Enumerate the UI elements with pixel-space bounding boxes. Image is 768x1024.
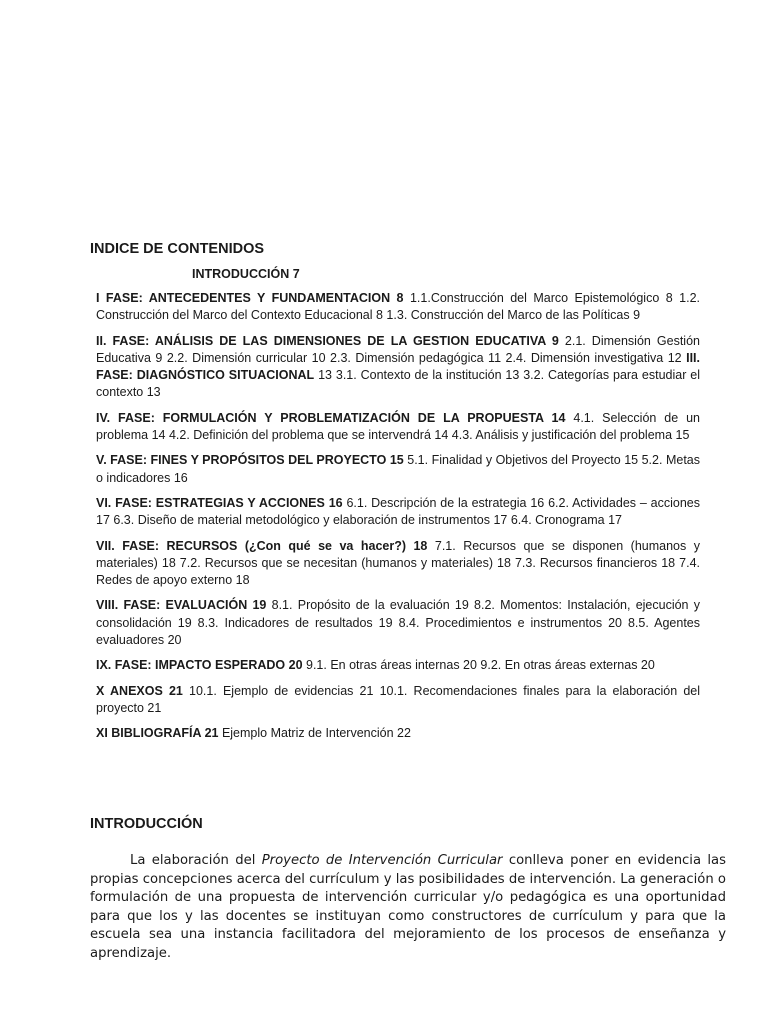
toc-title: INDICE DE CONTENIDOS — [90, 241, 265, 257]
introduction-heading: INTRODUCCIÓN — [90, 816, 203, 832]
toc-entry-heading: II. FASE: ANÁLISIS DE LAS DIMENSIONES DE LA GESTION EDUCATIVA 9 — [96, 333, 559, 348]
toc-entries — [96, 290, 700, 751]
toc-entry-body: 8.1. Propósito de la evaluación 19 8.2. Momentos: Instalación, ejecución y consolidación 19 8.3. Indicadores de resultados 19 8.4. Procedimientos e instrumentos 20 8.5. Agentes evaluadores 20 — [96, 598, 700, 648]
toc-entry-heading: X ANEXOS 21 — [96, 683, 183, 698]
toc-entry-heading: XI BIBLIOGRAFÍA 21 — [96, 726, 219, 741]
toc-entry-body: Ejemplo Matriz de Intervención 22 — [218, 726, 411, 741]
toc-entry-heading: VII. FASE: RECURSOS (¿Con qué se va hacer?) 18 — [96, 538, 428, 553]
toc-entry-heading: I FASE: ANTECEDENTES Y FUNDAMENTACION 8 — [96, 291, 404, 305]
intro-text-italic: Proyecto de Intervención Curricular — [261, 853, 503, 868]
toc-entry-heading: IV. FASE: FORMULACIÓN Y PROBLEMATIZACIÓN DE LA PROPUESTA 14 — [96, 410, 566, 425]
toc-entry-fase-8 — [96, 597, 700, 649]
introduction-paragraph — [90, 852, 726, 964]
toc-entry-fase-7 — [96, 538, 700, 590]
toc-entry-heading: V. FASE: FINES Y PROPÓSITOS DEL PROYECTO 15 — [96, 453, 404, 468]
toc-entry-bibliografia — [96, 725, 700, 742]
toc-entry-body: 5.1. Finalidad y Objetivos del Proyecto 15 5.2. Metas o indicadores 16 — [96, 453, 700, 485]
toc-entry-body: 7.1. Recursos que se disponen (humanos y materiales) 18 7.2. Recursos que se necesitan (humanos y materiales) 18 7.3. Recursos financieros 18 7.4. Redes de apoyo externo 18 — [96, 538, 700, 588]
toc-entry-introduccion: INTRODUCCIÓN 7 — [192, 267, 300, 281]
toc-entry-body-fase-3: 13 3.1. Contexto de la institución 13 3.2. Categorías para estudiar el contexto 13 — [96, 368, 700, 400]
toc-entry-heading-fase-3: III. FASE: DIAGNÓSTICO SITUACIONAL — [96, 350, 700, 383]
toc-entry-heading: VIII. FASE: EVALUACIÓN 19 — [96, 598, 267, 613]
intro-text-rest: conlleva poner en evidencia las propias concepciones acerca del currículum y las posibilidades de intervención. La generación o formulación de una propuesta de intervención curricular y/o pedagógica es una oportunidad para que los y las docentes se instituyan como constructores de currículum y para que la escuela sea una instancia facilitadora del mejoramiento de los procesos de enseñanza y aprendizaje. — [90, 853, 726, 961]
toc-entry-heading: VI. FASE: ESTRATEGIAS Y ACCIONES 16 — [96, 495, 343, 510]
toc-entry-body: 1.1.Construcción del Marco Epistemológico 8 1.2. Construcción del Marco del Contexto Educacional 8 1.3. Construcción del Marco de las Políticas 9 — [96, 291, 700, 323]
toc-entry-fase-5 — [96, 452, 700, 487]
introduction-section — [90, 816, 726, 964]
toc-entry-body: 2.1. Dimensión Gestión Educativa 9 2.2. Dimensión curricular 10 2.3. Dimensión pedagógica 11 2.4. Dimensión investigativa 12 — [96, 333, 700, 365]
toc-entry-fase-1 — [96, 290, 700, 325]
toc-entry-fase-2 — [96, 333, 700, 402]
toc-entry-body: 10.1. Ejemplo de evidencias 21 10.1. Recomendaciones finales para la elaboración del proyecto 21 — [96, 683, 700, 715]
intro-text-start: La elaboración del — [130, 853, 262, 868]
toc-entry-body: 9.1. En otras áreas internas 20 9.2. En otras áreas externas 20 — [302, 658, 655, 673]
toc-entry-anexos — [96, 683, 700, 718]
toc-entry-body: 4.1. Selección de un problema 14 4.2. Definición del problema que se intervendrá 14 4.3. Análisis y justificación del problema 15 — [96, 410, 701, 443]
toc-entry-fase-9 — [96, 657, 700, 674]
toc-entry-body: 6.1. Descripción de la estrategia 16 6.2. Actividades – acciones 17 6.3. Diseño de material metodológico y elaboración de instrumentos 17 6.4. Cronograma 17 — [96, 495, 700, 528]
toc-entry-heading: IX. FASE: IMPACTO ESPERADO 20 — [96, 658, 303, 673]
toc-entry-fase-6 — [96, 495, 700, 530]
toc-entry-fase-4 — [96, 410, 700, 445]
